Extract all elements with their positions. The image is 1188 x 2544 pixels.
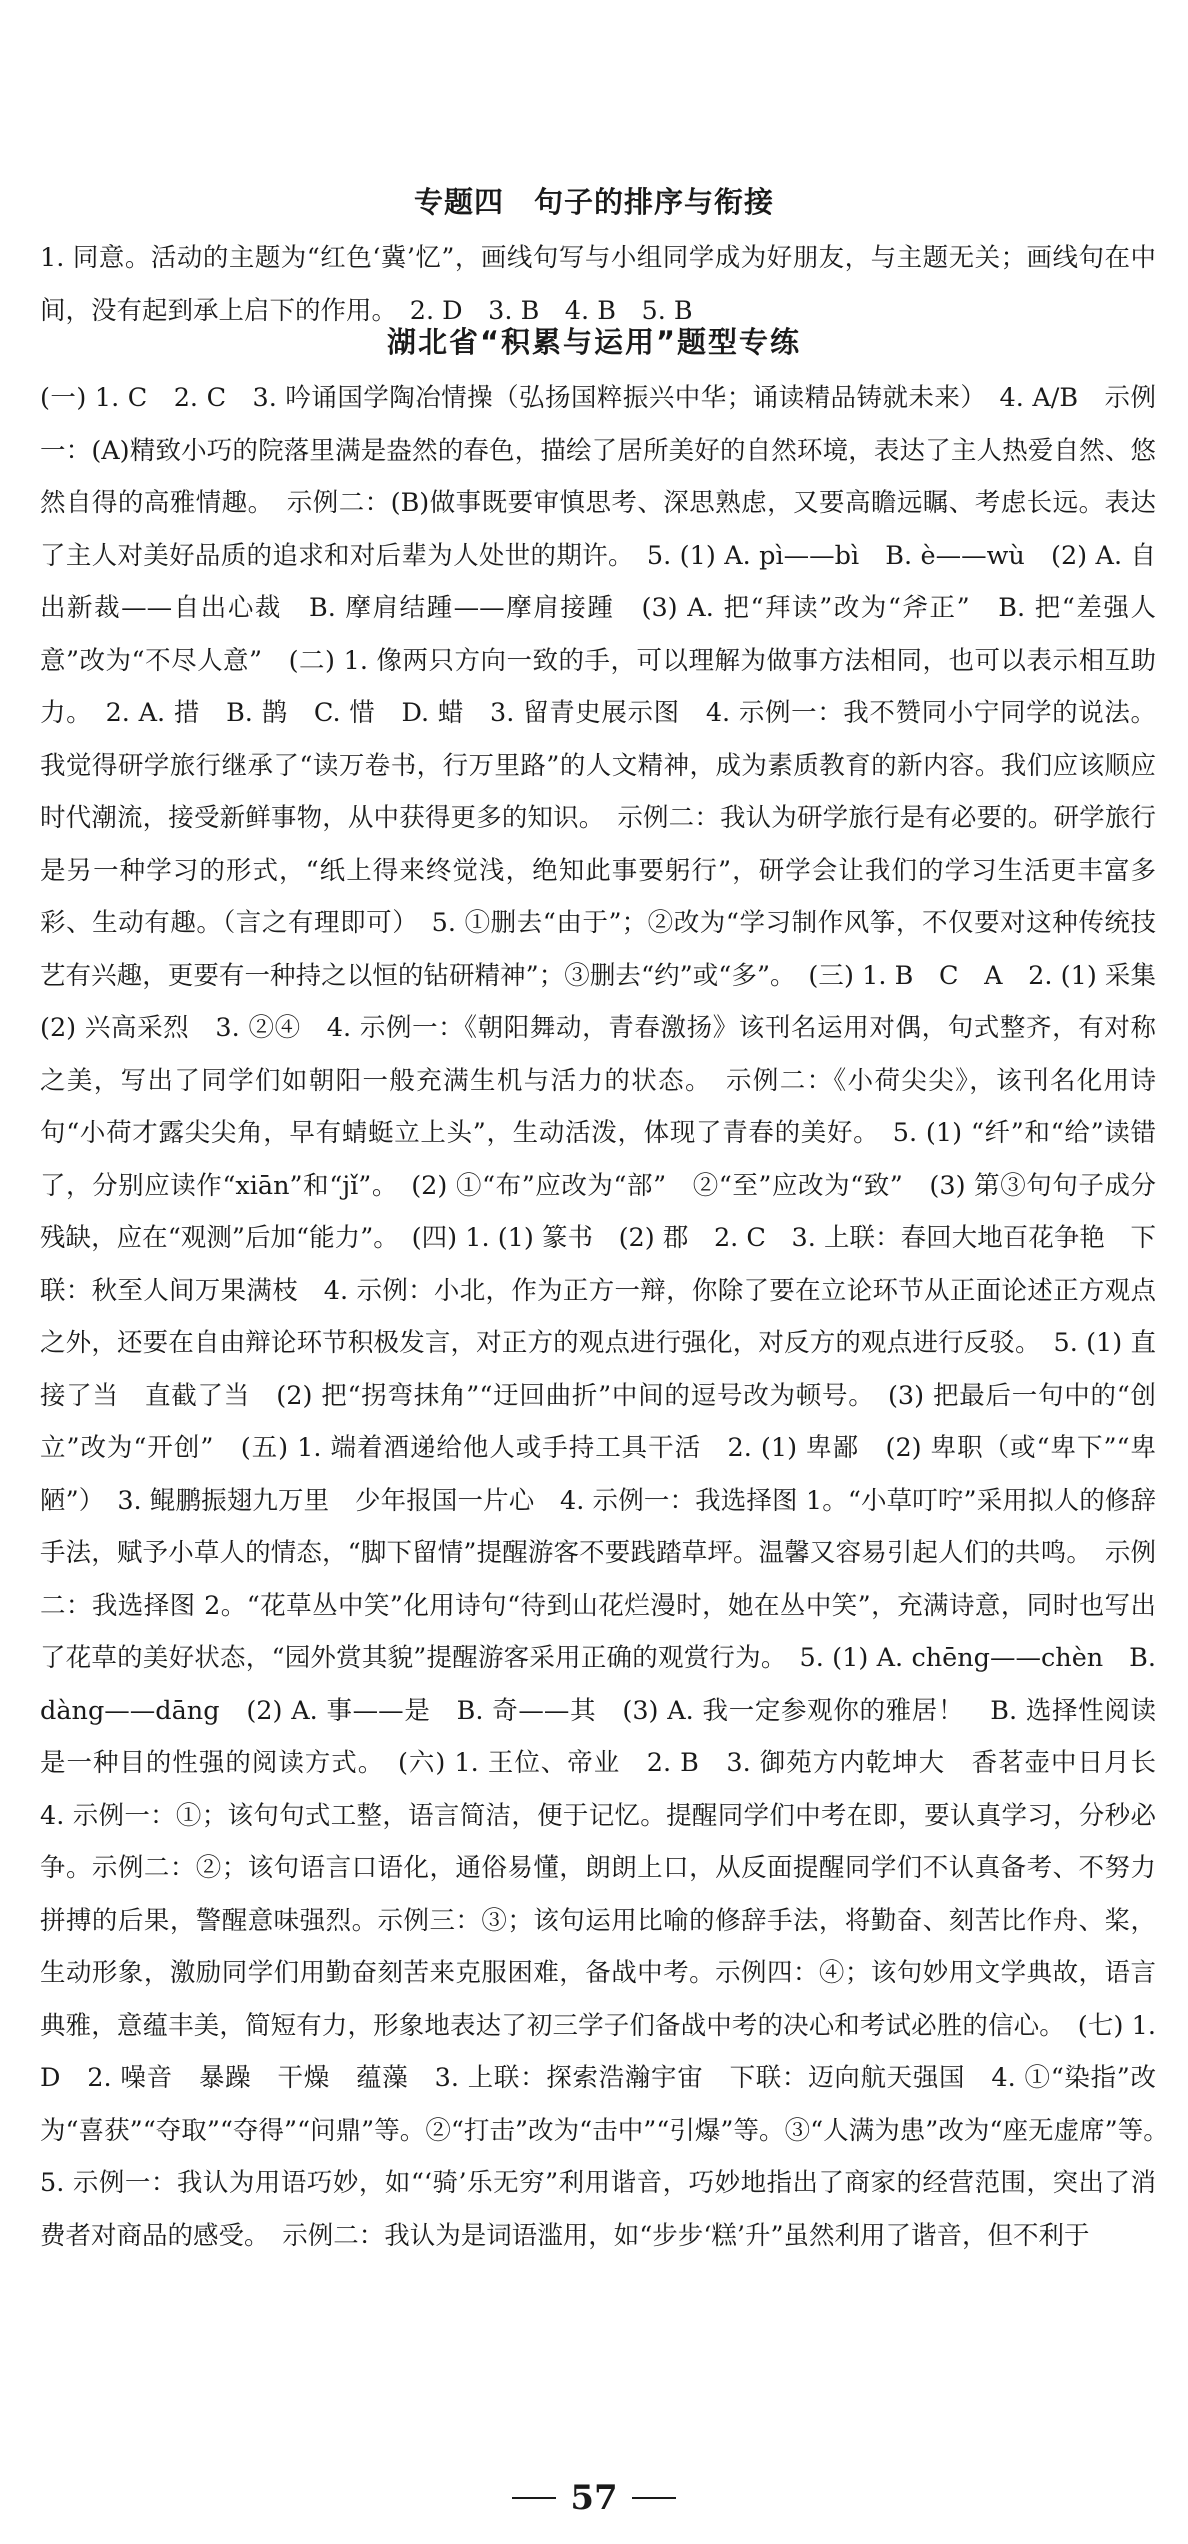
page-number: 57	[570, 2478, 618, 2518]
footer-dash-left	[512, 2497, 556, 2499]
section-one-answers: 1. 同意。活动的主题为“红色‘冀’忆”，画线句写与小组同学成为好朋友，与主题无关；画线句在中间，没有起到承上启下的作用。 2. D 3. B 4. B 5. B	[40, 243, 1156, 326]
section-title-hubei-practice: 湖北省“积累与运用”题型专练	[386, 325, 802, 359]
section-title-topic-four: 专题四 句子的排序与衔接	[413, 185, 774, 219]
section-two-answers: (一) 1. C 2. C 3. 吟诵国学陶冶情操（弘扬国粹振兴中华；诵读精品铸就未来） 4. A/B 示例一：(A)精致小巧的院落里满是盎然的春色，描绘了居所美好的自然环境，表达了主人热爱自然、悠然自得的高雅情趣。 示例二：(B)做事既要审慎思考、深思熟虑，又要高瞻远瞩、考虑长远。表达了主人对美好品质的追求和对后辈为人处世的期许。 5. (1) A. pì——bì B. è——wù (2) A. 自出新裁——自出心裁 B. 摩肩结踵——摩肩接踵 (3) A. 把“拜读”改为“斧正” B. 把“差强人意”改为“不尽人意” (二) 1. 像两只方向一致的手，可以理解为做事方法相同，也可以表示相互助力。 2. A. 措 B. 鹊 C. 惜 D. 蜡 3. 留青史展示图 4. 示例一：我不赞同小宁同学的说法。我觉得研学旅行继承了“读万卷书，行万里路”的人文精神，成为素质教育的新内容。我们应该顺应时代潮流，接受新鲜事物，从中获得更多的知识。 示例二：我认为研学旅行是有必要的。研学旅行是另一种学习的形式，“纸上得来终觉浅，绝知此事要躬行”，研学会让我们的学习生活更丰富多彩、生动有趣。（言之有理即可） 5. ①删去“由于”；②改为“学习制作风筝，不仅要对这种传统技艺有兴趣，更要有一种持之以恒的钻研精神”；③删去“约”或“多”。 (三) 1. B C A 2. (1) 采集 (2) 兴高采烈 3. ②④ 4. 示例一：《朝阳舞动，青春激扬》该刊名运用对偶，句式整齐，有对称之美，写出了同学们如朝阳一般充满生机与活力的状态。 示例二：《小荷尖尖》，该刊名化用诗句“小荷才露尖尖角，早有蜻蜓立上头”，生动活泼，体现了青春的美好。 5. (1) “纤”和“给”读错了，分别应读作“xiān”和“jǐ”。 (2) ①“布”应改为“部” ②“至”应改为“致” (3) 第③句句子成分残缺，应在“观测”后加“能力”。 (四) 1. (1) 篆书 (2) 郡 2. C 3. 上联：春回大地百花争艳 下联：秋至人间万果满枝 4. 示例：小北，作为正方一辩，你除了要在立论环节从正面论述正方观点之外，还要在自由辩论环节积极发言，对正方的观点进行强化，对反方的观点进行反驳。 5. (1) 直接了当 直截了当 (2) 把“拐弯抹角”“迂回曲折”中间的逗号改为顿号。 (3) 把最后一句中的“创立”改为“开创” (五) 1. 端着酒递给他人或手持工具干活 2. (1) 卑鄙 (2) 卑职（或“卑下”“卑陋”） 3. 鲲鹏振翅九万里 少年报国一片心 4. 示例一：我选择图 1。“小草叮咛”采用拟人的修辞手法，赋予小草人的情态，“脚下留情”提醒游客不要践踏草坪。温馨又容易引起人们的共鸣。 示例二：我选择图 2。“花草丛中笑”化用诗句“待到山花烂漫时，她在丛中笑”，充满诗意，同时也写出了花草的美好状态，“园外赏其貌”提醒游客采用正确的观赏行为。 5. (1) A. chēng——chèn B. dàng——dāng (2) A. 事——是 B. 奇——其 (3) A. 我一定参观你的雅居！ B. 选择性阅读是一种目的性强的阅读方式。 (六) 1. 王位、帝业 2. B 3. 御苑方内乾坤大 香茗壶中日月长 4. 示例一：①；该句句式工整，语言简洁，便于记忆。提醒同学们中考在即，要认真学习，分秒必争。示例二：②；该句语言口语化，通俗易懂，朗朗上口，从反面提醒同学们不认真备考、不努力拼搏的后果，警醒意味强烈。示例三：③；该句运用比喻的修辞手法，将勤奋、刻苦比作舟、桨，生动形象，激励同学们用勤奋刻苦来克服困难，备战中考。示例四：④；该句妙用文学典故，语言典雅，意蕴丰美，简短有力，形象地表达了初三学子们备战中考的决心和考试必胜的信心。 (七) 1. D 2. 噪音 暴躁 干燥 蕴藻 3. 上联：探索浩瀚宇宙 下联：迈向航天强国 4. ①“染指”改为“喜获”“夺取”“夺得”“问鼎”等。②“打击”改为“击中”“引爆”等。③“人满为患”改为“座无虚席”等。 5. 示例一：我认为用语巧妙，如“‘骑’乐无穷”利用谐音，巧妙地指出了商家的经营范围，突出了消费者对商品的感受。 示例二：我认为是词语滥用，如“步步‘糕’升”虽然利用了谐音，但不利于	[40, 383, 1182, 2251]
footer-dash-right	[632, 2497, 676, 2499]
page-footer	[0, 2478, 1188, 2518]
